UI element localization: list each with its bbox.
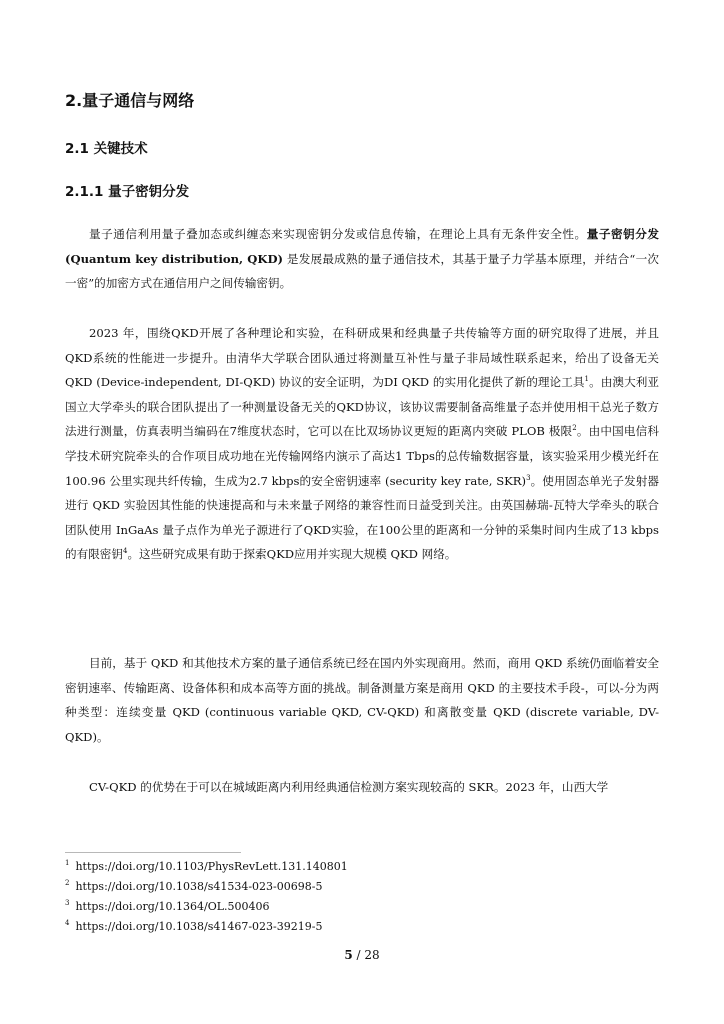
footnote-number: 1 [65,859,70,868]
subsubsection-heading: 2.1.1 量子密钥分发 [65,184,190,200]
paragraph-text: 。由澳大利亚国立大学牵头的联合团队提出了一种测量设备无关的QKD协议，该协议需要制备高维量子态并使用相干总光子数方法进行测量，仿真表明当编码在7维度状态时，它可以在比双场协议更短的距离内突破 PLOB 极限 [65,375,659,439]
footnote-link[interactable]: https://doi.org/10.1364/OL.500406 [75,900,270,913]
footnote-link[interactable]: https://doi.org/10.1038/s41467-023-39219-5 [75,920,323,933]
footnote [65,900,270,914]
page-separator: / [352,948,365,962]
footnote-ref[interactable]: 3 [526,473,531,482]
paragraph-text: 。由中国电信科学技术研究院牵头的合作项目成功地在光传输网络内演示了高达1 Tbps的总传输数据容量，该实验采用少模光纤在 100.96 公里实现共纤传输，生成为2.7 kbps的安全密钥速率 (security key rate, SKR) [65,424,659,488]
paragraph-cv-qkd: CV-QKD 的优势在于可以在城域距离内利用经典通信检测方案实现较高的 SKR。2023 年，山西大学 [89,780,609,794]
footnote [65,920,322,934]
footnote-ref[interactable]: 2 [572,424,577,433]
footnote-ref[interactable]: 4 [122,547,128,556]
total-pages: 28 [364,948,380,962]
footnote [65,880,322,894]
paragraph-text: 是发展最成熟的量子通信技术，其基于量子力学基本原理，并结合“一次一密”的加密方式在通信用户之间传输密钥。 [65,251,659,291]
footnote-number: 4 [65,919,70,928]
paragraph-2023-progress [65,321,659,567]
bold-term: 量子密钥分发 (Quantum key distribution, QKD) [65,227,659,266]
paragraph-text: 。使用固态单光子发射器进行 QKD 实验因其性能的快速提高和与未来量子网络的兼容性而日益受到关注。由英国赫瑞-瓦特大学牵头的联合团队使用 InGaAs 量子点作为单光子源进行了QKD实验，在100公里的距离和一分钟的采集时间内生成了13 kbps的有限密钥 [65,473,659,562]
footnote-number: 3 [65,899,70,908]
footnote-divider [65,852,241,853]
page-number [0,948,724,962]
section-heading: 2.量子通信与网络 [65,91,195,110]
footnote [65,860,348,874]
subsection-heading: 2.1 关键技术 [65,141,148,157]
paragraph-qkd-intro [65,222,659,296]
footnote-link[interactable]: https://doi.org/10.1103/PhysRevLett.131.140801 [75,860,348,873]
footnote-ref[interactable]: 1 [584,375,589,384]
footnote-link[interactable]: https://doi.org/10.1038/s41534-023-00698-5 [75,880,323,893]
footnote-number: 2 [65,879,70,888]
paragraph-text: 量子通信利用量子叠加态或纠缠态来实现密钥分发或信息传输，在理论上具有无条件安全性。 [89,227,587,241]
paragraph-text: 。这些研究成果有助于探索QKD应用并实现大规模 QKD 网络。 [127,547,457,562]
paragraph-text: 2023 年，围绕QKD开展了各种理论和实验，在科研成果和经典量子共传输等方面的研究取得了进展，并且QKD系统的性能进一步提升。由清华大学联合团队通过将测量互补性与量子非局域性联系起来，给出了设备无关 QKD (Device-independent, DI-QKD) 协议的安全证明，为DI QKD 的实用化提供了新的理论工具 [65,326,659,390]
current-page: 5 [344,948,353,962]
paragraph-commercial: 目前，基于 QKD 和其他技术方案的量子通信系统已经在国内外实现商用。然而，商用 QKD 系统仍面临着安全密钥速率、传输距离、设备体积和成本高等方面的挑战。制备测量方案是商用 QKD 的主要技术手段-，可以-分为两种类型：连续变量 QKD (continuous variable QKD, CV-QKD) 和离散变量 QKD (discrete variable, DV-QKD)。 [65,656,659,744]
